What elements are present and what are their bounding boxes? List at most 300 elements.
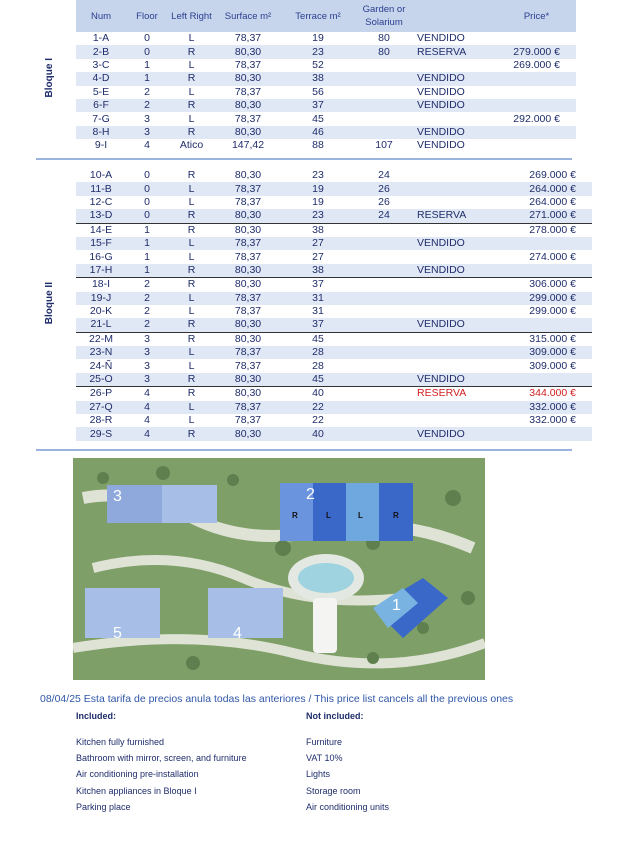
table-row bbox=[36, 196, 592, 209]
unit-floor: 0 bbox=[126, 45, 168, 58]
unit-price: 306.000 € bbox=[497, 278, 592, 292]
unit-price: 309.000 € bbox=[497, 346, 592, 359]
table-row bbox=[36, 182, 592, 195]
table-row bbox=[36, 45, 576, 58]
unit-num: 10-A bbox=[89, 169, 113, 182]
unit-surface: 80,30 bbox=[215, 387, 281, 401]
unit-price: 315.000 € bbox=[497, 332, 592, 346]
unit-side: R bbox=[168, 209, 215, 223]
unit-floor: 3 bbox=[126, 373, 168, 387]
building-number: 1 bbox=[392, 597, 401, 614]
included-list bbox=[76, 734, 247, 815]
unit-num: 29-S bbox=[76, 427, 126, 440]
unit-price: 279.000 € bbox=[497, 45, 576, 58]
unit-floor: 2 bbox=[144, 305, 150, 318]
unit-surface: 80,30 bbox=[234, 169, 262, 182]
unit-floor: 1 bbox=[126, 72, 168, 85]
unit-surface: 78,37 bbox=[215, 237, 281, 250]
unit-num: 24-Ñ bbox=[89, 359, 113, 372]
bloque1-rows bbox=[36, 32, 576, 153]
unit-price bbox=[497, 72, 576, 85]
unit-num: 7-G bbox=[92, 112, 110, 125]
unit-floor: 4 bbox=[126, 401, 168, 414]
unit-garden bbox=[355, 112, 413, 125]
not-included-title: Not included: bbox=[306, 711, 364, 721]
list-item: Air conditioning pre-installation bbox=[76, 769, 199, 780]
unit-garden bbox=[355, 332, 413, 346]
unit-terrace: 46 bbox=[281, 126, 355, 139]
unit-side: R bbox=[168, 223, 215, 237]
unit-side: L bbox=[188, 85, 195, 98]
unit-garden bbox=[355, 99, 413, 112]
table-row bbox=[36, 387, 592, 401]
unit-terrace: 22 bbox=[281, 401, 355, 414]
unit-price bbox=[497, 86, 576, 99]
unit-num: 5-E bbox=[92, 85, 110, 98]
unit-garden bbox=[355, 373, 413, 387]
unit-side: Atico bbox=[179, 139, 204, 152]
unit-surface: 80,30 bbox=[215, 126, 281, 139]
list-item: Storage room bbox=[306, 785, 361, 796]
unit-price: 278.000 € bbox=[497, 223, 592, 237]
unit-side: R bbox=[168, 318, 215, 332]
unit-surface: 78,37 bbox=[234, 305, 262, 318]
unit-surface: 80,30 bbox=[215, 427, 281, 440]
unit-surface: 78,37 bbox=[234, 359, 262, 372]
unit-num: 28-R bbox=[89, 414, 113, 427]
table-row bbox=[36, 139, 576, 152]
unit-status bbox=[413, 401, 497, 414]
table-row bbox=[36, 86, 576, 99]
unit-status bbox=[413, 359, 497, 372]
list-item: Kitchen fully furnished bbox=[76, 737, 165, 747]
unit-status: RESERVA bbox=[413, 387, 497, 401]
table-bottom-divider bbox=[36, 449, 572, 451]
unit-price: 344.000 € bbox=[497, 387, 592, 401]
unit-side: R bbox=[168, 427, 215, 440]
unit-terrace: 40 bbox=[281, 427, 355, 440]
unit-terrace: 31 bbox=[281, 292, 355, 305]
unit-side: R bbox=[187, 169, 196, 182]
unit-surface: 78,37 bbox=[234, 112, 262, 125]
unit-num: 22-M bbox=[76, 332, 126, 346]
table-row bbox=[36, 223, 592, 237]
unit-num: 6-F bbox=[76, 99, 126, 112]
unit-letter: R bbox=[292, 511, 298, 520]
price-table-header-bloque1 bbox=[36, 0, 576, 153]
unit-garden bbox=[355, 305, 413, 318]
unit-status: VENDIDO bbox=[413, 264, 497, 278]
unit-status: VENDIDO bbox=[413, 427, 497, 440]
header-terrace: Terrace m² bbox=[281, 0, 355, 32]
table-row bbox=[36, 112, 576, 125]
table-row bbox=[36, 278, 592, 292]
building-number: 3 bbox=[113, 488, 122, 505]
table-row bbox=[36, 318, 592, 332]
unit-price: 264.000 € bbox=[497, 182, 592, 195]
unit-terrace: 45 bbox=[281, 332, 355, 346]
unit-surface: 80,30 bbox=[215, 278, 281, 292]
unit-num: 23-N bbox=[76, 346, 126, 359]
unit-num: 25-O bbox=[76, 373, 126, 387]
unit-num: 26-P bbox=[76, 387, 126, 401]
unit-surface: 80,30 bbox=[215, 99, 281, 112]
unit-garden bbox=[355, 401, 413, 414]
unit-terrace: 27 bbox=[281, 237, 355, 250]
unit-num: 19-J bbox=[76, 292, 126, 305]
unit-garden bbox=[355, 427, 413, 440]
building-number: 4 bbox=[233, 625, 242, 642]
unit-garden bbox=[355, 86, 413, 99]
unit-side: R bbox=[168, 72, 215, 85]
unit-status: RESERVA bbox=[413, 45, 497, 58]
unit-garden bbox=[355, 318, 413, 332]
unit-side: L bbox=[168, 346, 215, 359]
unit-floor: 2 bbox=[126, 318, 168, 332]
unit-garden: 107 bbox=[375, 139, 393, 152]
table-row bbox=[36, 32, 576, 45]
unit-garden bbox=[355, 264, 413, 278]
unit-surface: 78,37 bbox=[234, 195, 262, 208]
unit-num: 2-B bbox=[76, 45, 126, 58]
header-floor: Floor bbox=[126, 0, 168, 32]
unit-garden bbox=[355, 126, 413, 139]
unit-num: 21-L bbox=[76, 318, 126, 332]
unit-status: VENDIDO bbox=[413, 99, 497, 112]
unit-surface: 78,37 bbox=[215, 401, 281, 414]
unit-terrace: 45 bbox=[281, 373, 355, 387]
unit-num: 4-D bbox=[76, 72, 126, 85]
unit-status bbox=[413, 292, 497, 305]
unit-num: 20-K bbox=[89, 305, 113, 318]
unit-garden: 24 bbox=[355, 209, 413, 223]
unit-price bbox=[497, 139, 576, 152]
unit-floor: 3 bbox=[126, 346, 168, 359]
unit-floor: 0 bbox=[144, 32, 150, 45]
unit-num: 14-E bbox=[76, 223, 126, 237]
unit-surface: 147,42 bbox=[231, 139, 265, 152]
unit-terrace: 38 bbox=[281, 223, 355, 237]
unit-status bbox=[413, 305, 497, 318]
unit-garden: 80 bbox=[355, 45, 413, 58]
unit-terrace: 31 bbox=[312, 305, 324, 318]
header-garden: Garden or Solarium bbox=[355, 0, 413, 32]
unit-status bbox=[413, 250, 497, 263]
unit-garden: 26 bbox=[378, 195, 390, 208]
unit-terrace: 19 bbox=[312, 32, 324, 45]
unit-status: VENDIDO bbox=[413, 126, 497, 139]
unit-status: VENDIDO bbox=[413, 373, 497, 387]
unit-side: L bbox=[168, 237, 215, 250]
unit-status: VENDIDO bbox=[417, 139, 465, 152]
unit-num: 1-A bbox=[92, 32, 110, 45]
unit-price: 299.000 € bbox=[529, 305, 576, 318]
bloque2-label: Bloque II bbox=[44, 282, 55, 325]
unit-terrace: 37 bbox=[281, 99, 355, 112]
unit-surface: 80,30 bbox=[215, 373, 281, 387]
unit-price bbox=[497, 373, 592, 387]
unit-price: 271.000 € bbox=[497, 209, 592, 223]
unit-surface: 80,30 bbox=[215, 45, 281, 58]
unit-price: 299.000 € bbox=[497, 292, 592, 305]
unit-floor: 3 bbox=[126, 332, 168, 346]
unit-floor: 2 bbox=[144, 85, 150, 98]
unit-status bbox=[413, 223, 497, 237]
unit-floor: 0 bbox=[144, 195, 150, 208]
table-row bbox=[36, 126, 576, 139]
bloque1-label: Bloque I bbox=[44, 58, 55, 98]
unit-terrace: 37 bbox=[281, 318, 355, 332]
unit-side: R bbox=[168, 264, 215, 278]
unit-price bbox=[497, 427, 592, 440]
unit-surface: 78,37 bbox=[234, 32, 262, 45]
unit-price: 269.000 € bbox=[529, 169, 576, 182]
unit-price bbox=[497, 318, 592, 332]
unit-surface: 80,30 bbox=[215, 223, 281, 237]
unit-num: 9-I bbox=[94, 139, 108, 152]
unit-price: 292.000 € bbox=[513, 112, 560, 125]
unit-terrace: 22 bbox=[312, 414, 324, 427]
header-price: Price* bbox=[497, 0, 576, 32]
unit-floor: 1 bbox=[144, 250, 150, 263]
unit-side: L bbox=[188, 414, 195, 427]
block-divider bbox=[36, 158, 572, 160]
unit-surface: 80,30 bbox=[215, 209, 281, 223]
unit-terrace: 23 bbox=[281, 45, 355, 58]
unit-garden: 24 bbox=[378, 169, 390, 182]
unit-garden bbox=[355, 250, 413, 263]
unit-floor: 2 bbox=[126, 292, 168, 305]
unit-terrace: 52 bbox=[312, 58, 324, 71]
unit-side: R bbox=[168, 373, 215, 387]
unit-terrace: 27 bbox=[312, 250, 324, 263]
unit-num: 15-F bbox=[76, 237, 126, 250]
unit-price: 332.000 € bbox=[497, 401, 592, 414]
unit-garden bbox=[355, 414, 413, 427]
unit-floor: 1 bbox=[126, 264, 168, 278]
unit-side: L bbox=[188, 32, 195, 45]
unit-num: 8-H bbox=[76, 126, 126, 139]
price-list-note: 08/04/25 Esta tarifa de precios anula todas las anteriores / This price list cancels all the previous ones bbox=[40, 693, 514, 705]
table-row bbox=[36, 305, 592, 318]
unit-floor: 3 bbox=[144, 112, 150, 125]
unit-surface: 78,37 bbox=[215, 346, 281, 359]
list-item: Lights bbox=[306, 769, 331, 780]
building-number: 5 bbox=[113, 625, 122, 642]
unit-floor: 4 bbox=[126, 427, 168, 440]
unit-floor: 3 bbox=[126, 126, 168, 139]
unit-side: R bbox=[168, 45, 215, 58]
unit-price: 309.000 € bbox=[529, 359, 576, 372]
unit-terrace: 38 bbox=[281, 72, 355, 85]
unit-terrace: 19 bbox=[281, 182, 355, 195]
unit-status bbox=[413, 112, 497, 125]
unit-side: R bbox=[168, 387, 215, 401]
unit-price bbox=[497, 32, 576, 45]
unit-floor: 0 bbox=[126, 182, 168, 195]
unit-status bbox=[413, 346, 497, 359]
header-num: Num bbox=[76, 0, 126, 32]
included-title: Included: bbox=[76, 711, 116, 721]
unit-floor: 4 bbox=[126, 387, 168, 401]
unit-floor: 4 bbox=[144, 139, 150, 152]
unit-garden: 26 bbox=[355, 182, 413, 195]
unit-price bbox=[497, 99, 576, 112]
unit-status bbox=[413, 182, 497, 195]
unit-side: L bbox=[168, 292, 215, 305]
unit-letter: L bbox=[358, 511, 363, 520]
table-row bbox=[36, 264, 592, 278]
unit-num: 17-H bbox=[76, 264, 126, 278]
unit-side: L bbox=[188, 58, 195, 71]
unit-floor: 3 bbox=[144, 359, 150, 372]
unit-side: L bbox=[188, 359, 195, 372]
unit-terrace: 56 bbox=[312, 85, 324, 98]
table-row bbox=[36, 346, 592, 359]
unit-surface: 78,37 bbox=[234, 250, 262, 263]
unit-price bbox=[497, 126, 576, 139]
unit-floor: 1 bbox=[144, 58, 150, 71]
table-row bbox=[36, 250, 592, 263]
unit-status bbox=[413, 278, 497, 292]
unit-num: 13-D bbox=[76, 209, 126, 223]
unit-terrace: 88 bbox=[312, 139, 324, 152]
header-surface: Surface m² bbox=[215, 0, 281, 32]
unit-side: L bbox=[168, 401, 215, 414]
unit-garden bbox=[355, 72, 413, 85]
table-row bbox=[36, 414, 592, 427]
table-row bbox=[36, 401, 592, 414]
unit-status bbox=[413, 332, 497, 346]
unit-price bbox=[497, 237, 592, 250]
unit-floor: 2 bbox=[126, 99, 168, 112]
unit-status bbox=[413, 414, 497, 427]
bloque2-rows bbox=[36, 169, 592, 441]
unit-num: 12-C bbox=[89, 195, 113, 208]
unit-garden bbox=[355, 278, 413, 292]
unit-terrace: 28 bbox=[312, 359, 324, 372]
building-number: 2 bbox=[306, 486, 315, 503]
unit-terrace: 19 bbox=[312, 195, 324, 208]
unit-side: L bbox=[168, 182, 215, 195]
list-item: Bathroom with mirror, screen, and furniture bbox=[76, 753, 247, 764]
table-row bbox=[36, 373, 592, 387]
unit-surface: 78,37 bbox=[234, 85, 262, 98]
unit-num: 3-C bbox=[92, 58, 110, 71]
unit-side: R bbox=[168, 126, 215, 139]
unit-status: VENDIDO bbox=[413, 237, 497, 250]
unit-garden bbox=[355, 223, 413, 237]
unit-status: RESERVA bbox=[413, 209, 497, 223]
unit-surface: 78,37 bbox=[234, 58, 262, 71]
unit-floor: 1 bbox=[126, 223, 168, 237]
table-row bbox=[36, 59, 576, 72]
list-item: VAT 10% bbox=[306, 753, 343, 764]
header-left-right: Left Right bbox=[168, 0, 215, 32]
unit-surface: 80,30 bbox=[215, 332, 281, 346]
unit-surface: 80,30 bbox=[215, 72, 281, 85]
unit-floor: 1 bbox=[126, 237, 168, 250]
table-row bbox=[36, 99, 576, 112]
list-item: Parking place bbox=[76, 801, 131, 812]
unit-surface: 80,30 bbox=[215, 318, 281, 332]
unit-terrace: 37 bbox=[281, 278, 355, 292]
unit-num: 27-Q bbox=[76, 401, 126, 414]
unit-garden bbox=[355, 59, 413, 72]
unit-price: 274.000 € bbox=[529, 250, 576, 263]
unit-num: 18-I bbox=[76, 278, 126, 292]
unit-garden bbox=[355, 292, 413, 305]
unit-status bbox=[413, 59, 497, 72]
unit-floor: 2 bbox=[126, 278, 168, 292]
unit-surface: 80,30 bbox=[215, 264, 281, 278]
unit-status bbox=[413, 196, 497, 209]
list-item: Kitchen appliances in Bloque I bbox=[76, 785, 197, 796]
table-row bbox=[36, 237, 592, 250]
not-included-list bbox=[306, 734, 389, 815]
unit-side: R bbox=[168, 332, 215, 346]
unit-side: L bbox=[188, 250, 195, 263]
unit-garden: 80 bbox=[378, 32, 390, 45]
table-row bbox=[36, 427, 592, 440]
unit-num: 11-B bbox=[76, 182, 126, 195]
unit-side: L bbox=[188, 195, 195, 208]
unit-garden bbox=[355, 359, 413, 372]
table-row bbox=[36, 292, 592, 305]
unit-price bbox=[497, 264, 592, 278]
unit-status bbox=[413, 169, 497, 182]
price-table-bloque2 bbox=[36, 169, 592, 441]
unit-side: R bbox=[168, 99, 215, 112]
unit-garden bbox=[355, 237, 413, 250]
unit-status: VENDIDO bbox=[417, 32, 465, 45]
unit-price: 264.000 € bbox=[529, 195, 576, 208]
unit-price: 269.000 € bbox=[513, 58, 560, 71]
unit-terrace: 28 bbox=[281, 346, 355, 359]
unit-surface: 78,37 bbox=[215, 292, 281, 305]
list-item: Furniture bbox=[306, 737, 343, 747]
unit-num: 16-G bbox=[89, 250, 113, 263]
site-plan-image bbox=[73, 458, 485, 680]
unit-price: 332.000 € bbox=[529, 414, 576, 427]
table-row bbox=[36, 72, 576, 85]
table-row bbox=[36, 169, 592, 182]
unit-garden bbox=[355, 387, 413, 401]
unit-side: L bbox=[188, 305, 195, 318]
unit-garden bbox=[355, 346, 413, 359]
unit-side: L bbox=[188, 112, 195, 125]
list-item: Air conditioning units bbox=[306, 801, 390, 812]
unit-terrace: 45 bbox=[312, 112, 324, 125]
unit-terrace: 40 bbox=[281, 387, 355, 401]
unit-floor: 4 bbox=[144, 414, 150, 427]
table-row bbox=[36, 332, 592, 346]
unit-terrace: 38 bbox=[281, 264, 355, 278]
table-row bbox=[36, 359, 592, 372]
unit-side: R bbox=[168, 278, 215, 292]
unit-floor: 0 bbox=[126, 209, 168, 223]
unit-status: VENDIDO bbox=[413, 318, 497, 332]
unit-floor: 0 bbox=[144, 169, 150, 182]
unit-surface: 78,37 bbox=[215, 182, 281, 195]
unit-letter: R bbox=[393, 511, 399, 520]
table-row bbox=[36, 209, 592, 223]
unit-terrace: 23 bbox=[312, 169, 324, 182]
unit-status: VENDIDO bbox=[413, 72, 497, 85]
unit-terrace: 23 bbox=[281, 209, 355, 223]
unit-surface: 78,37 bbox=[234, 414, 262, 427]
unit-letter: L bbox=[326, 511, 331, 520]
